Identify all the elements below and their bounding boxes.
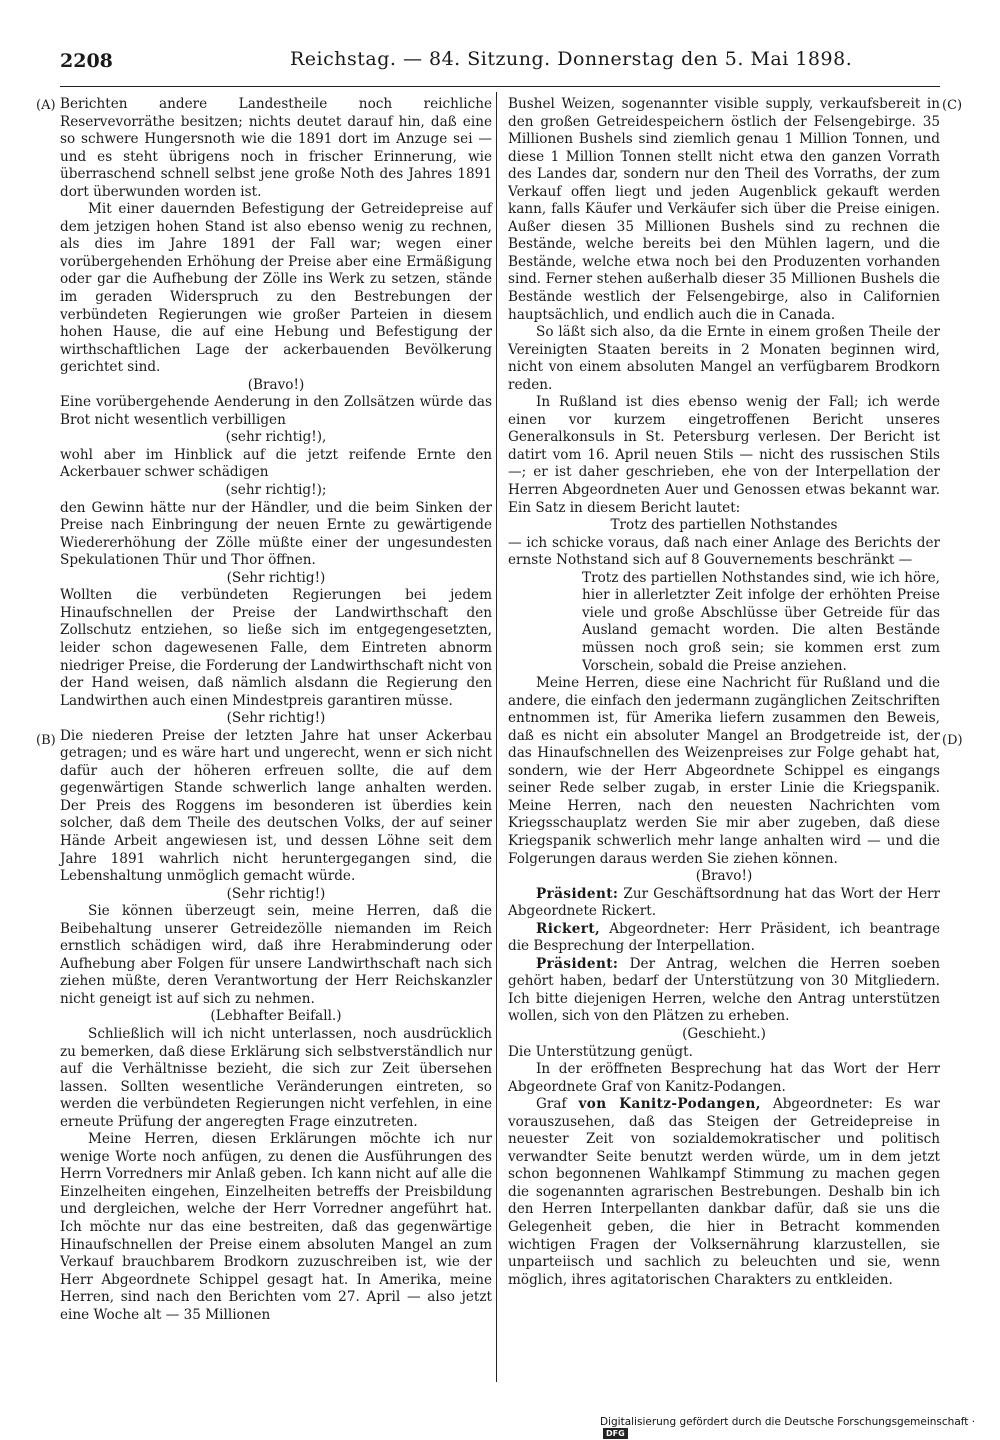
speaker-name: Rickert, [536, 920, 601, 937]
interjection: (Bravo!) [695, 868, 753, 885]
quoted-heading: Trotz des partiellen Nothstandes [610, 517, 838, 534]
running-title: Reichstag. — 84. Sitzung. Donnerstag den 5. Mai 1898. [290, 48, 853, 70]
body-paragraph: wohl aber im Hinblick auf die jetzt reifende Ernte den Ackerbauer schwer schädigen [60, 446, 492, 481]
margin-marker-c: (C) [942, 98, 963, 113]
speaker-paragraph [508, 956, 940, 1026]
right-column [508, 96, 940, 1289]
body-paragraph: — ich schicke voraus, daß nach einer Anlage des Berichts der ernste Nothstand sich auf 8 Gouvernements beschränkt — [508, 534, 940, 569]
speech-text: Der Antrag, welchen die Herren soeben gehört haben, bedarf der Unterstützung von 30 Mitgliedern. Ich bitte diejenigen Herren, welche den Antrag unterstützen wollen, sich von den Plätzen zu erheben. [508, 955, 940, 1025]
body-paragraph: Mit einer dauernden Befestigung der Getreidepreise auf dem jetzigen hohen Stand ist also ebenso wenig zu rechnen, als dies im Jahre 1891 der Fall war; wegen einer vorübergehenden Erhöhung der Preise aber eine Ermäßigung oder gar die Aufhebung der Zölle ins Werk zu setzen, stände im geraden Widerspruch zu den Bestrebungen der verbündeten Regierungen wie großer Parteien in diesem hohen Hause, die auf eine Hebung und Befestigung der wirthschaftlichen Lage der ackerbauenden Bevölkerung gerichtet sind. [60, 201, 492, 376]
header-rule [60, 86, 940, 87]
margin-marker-b: (B) [36, 733, 56, 748]
footer-text: Digitalisierung gefördert durch die Deutsche Forschungsgemeinschaft · [600, 1416, 976, 1428]
body-paragraph: Meine Herren, diese eine Nachricht für Rußland und die andere, die einfach den jedermann zugänglichen Zeitschriften entnommen ist, für Amerika liefern zusammen den Beweis, daß es nicht ein absoluter Mangel an Brodgetreide ist, der das Hinaufschnellen des Weizenpreises zur Folge gehabt hat, sondern, wie der Herr Abgeordnete Schippel es eingangs seiner Rede selber zugab, in erster Linie die Kriegspanik. Meine Herren, nach den neuesten Nachrichten vom Kriegsschauplatz werden Sie mir aber zugeben, daß diese Kriegspanik schwerlich mehr lange anhalten wird — und die Folgerungen daraus werden Sie ziehen können. [508, 675, 940, 867]
column-divider [496, 92, 497, 1382]
speaker-paragraph [508, 1096, 940, 1289]
body-paragraph: Sie können überzeugt sein, meine Herren, daß die Beibehaltung unserer Getreidezölle niemanden im Reich ernstlich schädigen wird, daß ihre Herabminderung oder Aufhebung aber Folgen für unsere Landwirthschaft nach sich ziehen müßte, deren Verantwortung der Herr Reichskanzler nicht geneigt ist auf sich zu nehmen. [60, 903, 492, 1007]
interjection: (Geschieht.) [682, 1025, 766, 1042]
body-paragraph: Meine Herren, diesen Erklärungen möchte ich nur wenige Worte noch anfügen, zu denen die Ausführungen des Herrn Vorredners mir Anlaß geben. Ich kann nicht auf alle die Einzelheiten eingehen, Einzelheiten betreffs der Preisbildung und dergleichen, welche der Herr Vorredner angeführt hat. Ich möchte nur das eine bestreiten, daß das gegenwärtige Hinaufschnellen der Preise einem absoluten Mangel an zum Verkauf brauchbarem Brodkorn zuzuschreiben ist, wie der Herr Abgeordnete Schippel gesagt hat. In Amerika, meine Herren, sind nach den Berichten vom 27. April — also jetzt eine Woche alt — 35 Millionen [60, 1131, 492, 1323]
body-paragraph: Bushel Weizen, sogenannter visible supply, verkaufsbereit in den großen Getreidespeichern östlich der Felsengebirge. 35 Millionen Bushels sind ziemlich genau 1 Million Tonnen, und diese 1 Million Tonnen stellt nicht etwa den ganzen Vorrath des Landes dar, sondern nur den Theil des Vorraths, der zum Verkauf offen liegt und jeden Augenblick gekauft werden kann, falls Käufer und Verkäufer sich über die Preise einigen. Außer diesen 35 Millionen Bushels sind zu rechnen die Bestände, welche bereits bei den Mühlen lagern, und die Bestände, welche etwa noch bei den Produzenten vorhanden sind. Ferner stehen außerhalb dieser 35 Millionen Bushels die Bestände westlich der Felsengebirge, also in Californien hauptsächlich, und endlich auch die in Canada. [508, 96, 940, 323]
body-paragraph: Schließlich will ich nicht unterlassen, noch ausdrücklich zu bemerken, daß diese Erklärung sich selbstverständlich nur auf die Verhältnisse bezieht, die sich zur Zeit übersehen lassen. Sollten wesentliche Veränderungen eintreten, so werden die verbündeten Regierungen nicht verfehlen, in eine erneute Prüfung der angeregten Frage einzutreten. [60, 1025, 492, 1130]
interjection: (Bravo!) [247, 376, 305, 393]
speech-text: Abgeordneter: Herr Präsident, ich beantrage die Besprechung der Interpellation. [508, 920, 940, 955]
speaker-paragraph [508, 886, 940, 921]
left-column [60, 96, 492, 1324]
footer-credit [600, 1416, 1000, 1440]
body-paragraph: Wollten die verbündeten Regierungen bei jedem Hinaufschnellen der Preise der Landwirthschaft den Zollschutz entziehen, so ließe sich im entgegengesetzten, leider schon dagewesenen Falle, dem Eintreten abnorm niedriger Preise, die Forderung der Landwirthschaft nicht von der Hand weisen, daß nämlich alsdann die Regierung den Landwirthen auch einen Mindestpreis garantiren müsse. [60, 587, 492, 709]
page-number: 2208 [60, 50, 113, 72]
interjection: (sehr richtig!), [225, 429, 327, 446]
margin-marker-a: (A) [36, 98, 56, 113]
interjection: (Sehr richtig!) [226, 885, 326, 902]
speaker-prefix: Graf [536, 1096, 579, 1113]
interjection: (Sehr richtig!) [226, 569, 326, 586]
page-header [60, 46, 940, 76]
speaker-name: Präsident: [536, 955, 619, 972]
margin-marker-d: (D) [942, 733, 963, 748]
interjection: (sehr richtig!); [225, 482, 327, 499]
body-paragraph: Eine vorübergehende Aenderung in den Zollsätzen würde das Brot nicht wesentlich verbilligen [60, 394, 492, 428]
quoted-passage: Trotz des partiellen Nothstandes sind, wie ich höre, hier in allerletzter Zeit infolge der erhöhten Preise viele und große Abschlüsse über Getreide für das Ausland gemacht worden. Die alten Bestände müssen noch groß sein; sie kommen erst zum Vorschein, sobald die Preise anziehen. [582, 569, 940, 674]
speech-text: Abgeordneter: Es war vorauszusehen, daß das Steigen der Getreidepreise in neuester Zeit von sozialdemokratischer und politisch verwandter Seite benutzt werden würde, um in dem jetzt schon begonnenen Wahlkampf Stimmung zu machen gegen die sogenannten agrarischen Bestrebungen. Deshalb bin ich den Herren Interpellanten dankbar dafür, daß sie uns die Gelegenheit geben, die hier in Betracht kommenden wichtigen Fragen der Volksernährung klarzustellen, sie unparteiisch und sachlich zu beleuchten und sie, wenn möglich, ihres agitatorischen Charakters zu entkleiden. [508, 1096, 940, 1288]
body-paragraph: den Gewinn hätte nur der Händler, und die beim Sinken der Preise nach Einbringung der neuen Ernte zu gewärtigende Wiedererhöhung der Zölle müßte einer der ungesundesten Spekulationen Thür und Thor öffnen. [60, 499, 492, 569]
interjection: (Lebhafter Beifall.) [210, 1008, 342, 1025]
body-paragraph: In Rußland ist dies ebenso wenig der Fall; ich werde einen vor kurzem eingetroffenen Bericht unseres Generalkonsuls in St. Petersburg verlesen. Der Bericht ist datirt vom 16. April neuen Stils — nicht des russischen Stils —; er ist daher geschrieben, ehe von der Interpellation der Herren Abgeordneten Auer und Genossen etwas bekannt war. Ein Satz in diesem Bericht lautet: [508, 394, 940, 516]
body-paragraph: So läßt sich also, da die Ernte in einem großen Theile der Vereinigten Staaten bereits in 2 Monaten beginnen wird, nicht von einem absoluten Mangel an verfügbarem Brodkorn reden. [508, 324, 940, 393]
interjection: (Sehr richtig!) [226, 710, 326, 727]
body-paragraph: Die Unterstützung genügt. [508, 1043, 693, 1060]
body-paragraph: Berichten andere Landestheile noch reichliche Reservevorräthe besitzen; nichts deutet darauf hin, daß eine so schwere Hungersnoth wie die 1891 dort im Anzuge sei — und es steht übrigens noch in frischer Erinnerung, wie überraschend schnell selbst jene große Noth des Jahres 1891 dort überwunden worden ist. [60, 96, 492, 200]
speaker-paragraph [508, 921, 940, 956]
speaker-name: Präsident: [536, 885, 619, 902]
dfg-logo: DFG [603, 1428, 628, 1439]
body-paragraph: In der eröffneten Besprechung hat das Wort der Herr Abgeordnete Graf von Kanitz-Podangen. [508, 1061, 940, 1095]
body-paragraph: Die niederen Preise der letzten Jahre hat unser Ackerbau getragen; und es wäre hart und ungerecht, wenn er sich nicht dafür auch der höheren erfreuen sollte, die auf dem gegenwärtigen Stande schwerlich lange anhalten werden. Der Preis des Roggens im besonderen ist überdies kein solcher, daß dem Theile des deutschen Volks, der auf seiner Hände Arbeit angewiesen ist, und dessen Löhne seit dem Jahre 1891 wahrlich nicht heruntergegangen sind, die Lebenshaltung unmöglich gemacht würde. [60, 727, 492, 885]
speech-text: Zur Geschäftsordnung hat das Wort der Herr Abgeordnete Rickert. [508, 885, 940, 920]
speaker-name: von Kanitz-Podangen, [578, 1096, 761, 1113]
